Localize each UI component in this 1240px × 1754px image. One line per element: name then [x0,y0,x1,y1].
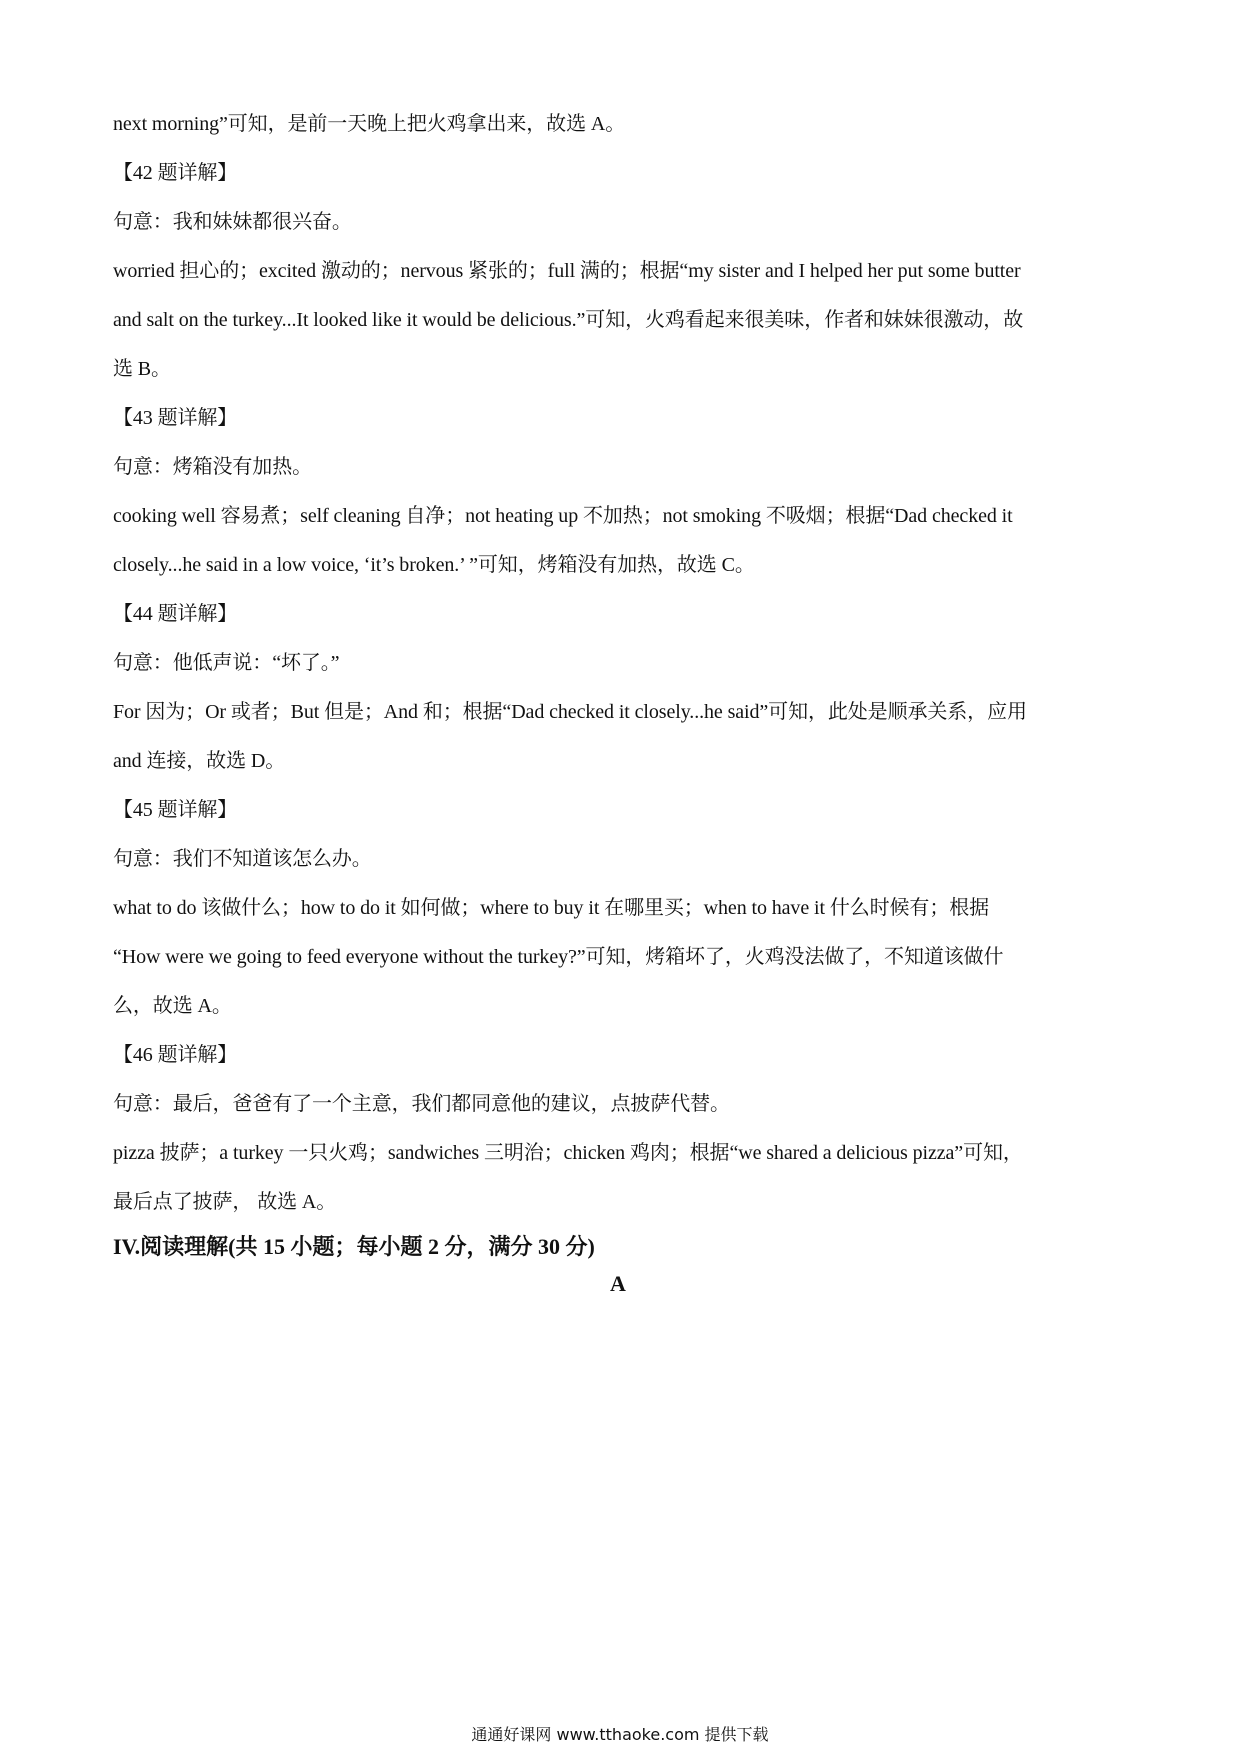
answer-explanation-line: 最后点了披萨， 故选 A。 [113,1191,337,1213]
answer-explanation-line: 选 B。 [113,358,171,380]
question-46-heading: 【46 题详解】 [113,1044,238,1066]
answer-explanation-line: and salt on the turkey...It looked like it would be delicious.”可知，火鸡看起来很美味，作者和妹妹很激动，故 [113,309,1024,331]
answer-explanation-line: worried 担心的；excited 激动的；nervous 紧张的；full 满的；根据“my sister and I helped her put some butter [113,260,1021,282]
answer-explanation-line: closely...he said in a low voice, ‘it’s broken.’ ”可知，烤箱没有加热，故选 C。 [113,554,755,576]
sentence-meaning: 句意：我和妹妹都很兴奋。 [113,211,352,233]
answer-explanation-line: next morning”可知，是前一天晚上把火鸡拿出来，故选 A。 [113,113,626,135]
answer-explanation-line: cooking well 容易煮；self cleaning 自净；not heating up 不加热；not smoking 不吸烟；根据“Dad checked it [113,505,1013,527]
answer-explanation-line: 么，故选 A。 [113,995,232,1017]
question-44-heading: 【44 题详解】 [113,603,238,625]
sentence-meaning: 句意：烤箱没有加热。 [113,456,312,478]
question-43-heading: 【43 题详解】 [113,407,238,429]
answer-explanation-line: “How were we going to feed everyone without the turkey?”可知，烤箱坏了，火鸡没法做了，不知道该做什 [113,946,1004,968]
sentence-meaning: 句意：最后，爸爸有了一个主意，我们都同意他的建议，点披萨代替。 [113,1093,730,1115]
page-content [113,100,1123,1301]
page-footer: 通通好课网 www.tthaoke.com 提供下载 [471,1725,769,1744]
sentence-meaning: 句意：我们不知道该怎么办。 [113,848,372,870]
section-heading: IV.阅读理解(共 15 小题；每小题 2 分，满分 30 分) [113,1234,595,1259]
answer-explanation-line: pizza 披萨；a turkey 一只火鸡；sandwiches 三明治；chicken 鸡肉；根据“we shared a delicious pizza”可知， [113,1142,1023,1164]
answer-explanation-line: what to do 该做什么；how to do it 如何做；where to buy it 在哪里买；when to have it 什么时候有；根据 [113,897,990,919]
subsection-label: A [610,1271,626,1296]
sentence-meaning: 句意：他低声说：“坏了。” [113,652,340,674]
question-45-heading: 【45 题详解】 [113,799,238,821]
answer-explanation-line: For 因为；Or 或者；But 但是；And 和；根据“Dad checked it closely...he said”可知，此处是顺承关系，应用 [113,701,1027,723]
question-42-heading: 【42 题详解】 [113,162,238,184]
answer-explanation-line: and 连接，故选 D。 [113,750,286,772]
